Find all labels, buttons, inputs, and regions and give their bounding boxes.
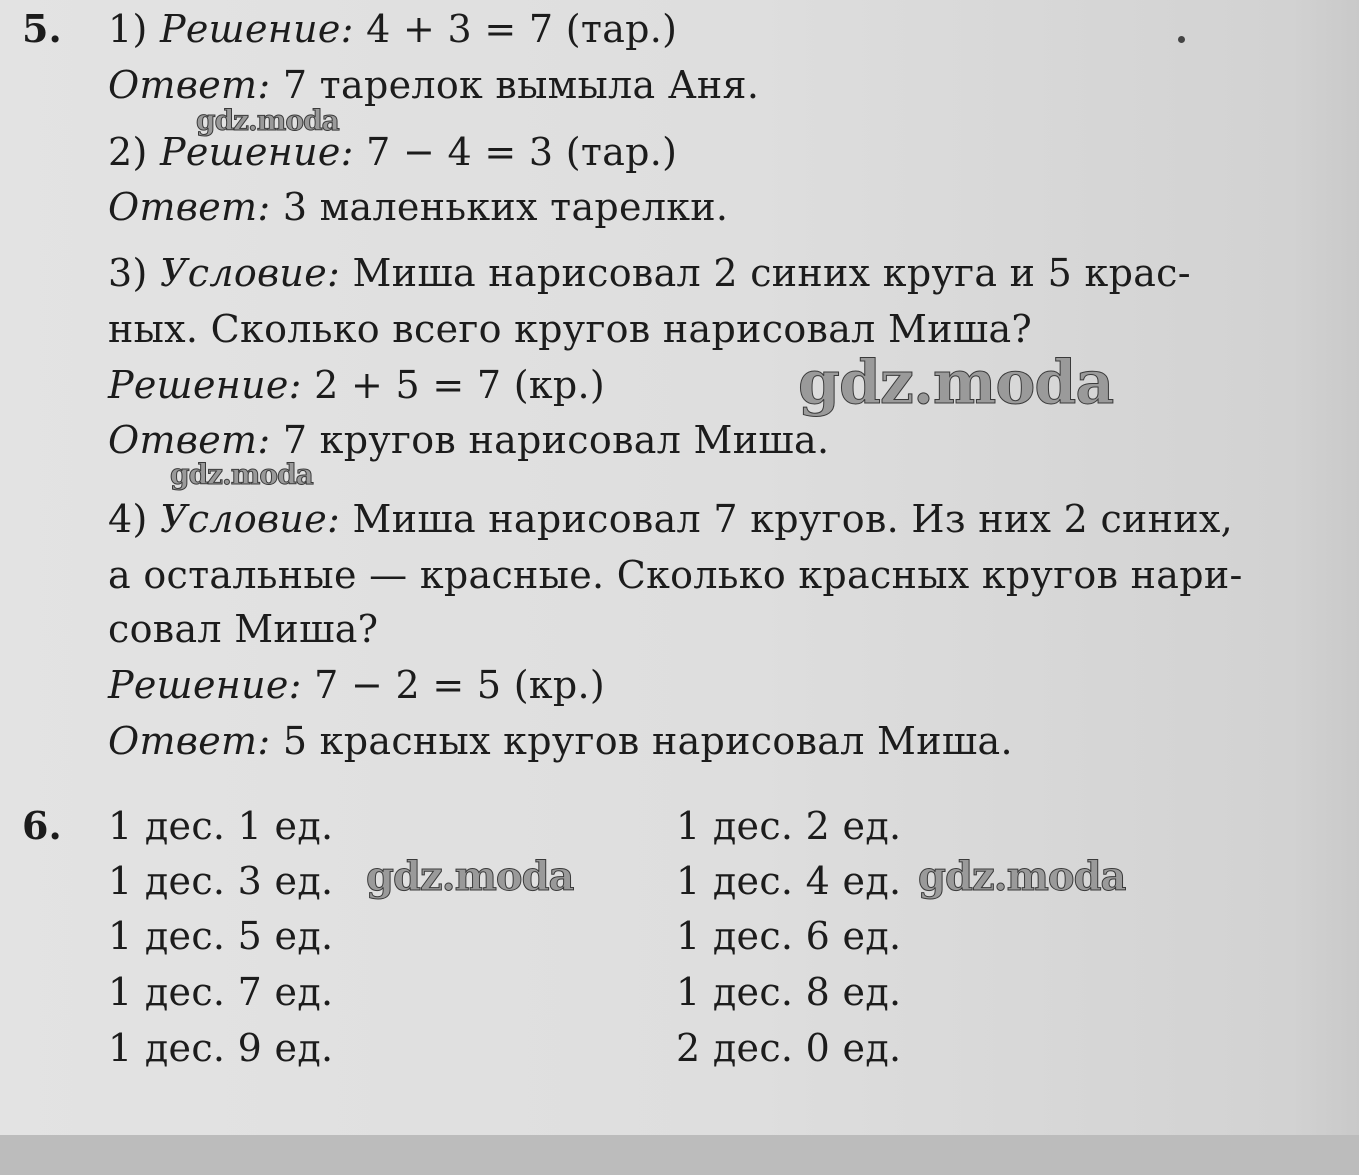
answer-label: Ответ:: [108, 185, 271, 229]
answer-text: 3 маленьких тарелки.: [282, 185, 729, 229]
condition-label: Условие:: [160, 497, 341, 541]
task-5-part-4-solution-line: [108, 662, 605, 708]
print-speck: [1178, 36, 1185, 43]
task-6-left-item: 1 дес. 7 ед.: [108, 970, 334, 1014]
watermark: gdz.moda: [196, 104, 339, 137]
task-5-part-1-answer-line: [108, 62, 759, 108]
task-6-right-item: 1 дес. 8 ед.: [676, 970, 902, 1014]
answer-label: Ответ:: [108, 63, 271, 107]
solution-label: Решение:: [108, 363, 302, 407]
part-index: 2): [108, 130, 148, 174]
task-6-left-item: 1 дес. 9 ед.: [108, 1026, 334, 1070]
task-5-part-3-answer-line: [108, 417, 829, 463]
task-6-left-item: 1 дес. 5 ед.: [108, 914, 334, 958]
answer-label: Ответ:: [108, 719, 271, 763]
task-6-left-item: 1 дес. 3 ед.: [108, 859, 334, 903]
task-5-part-4-condition-line-2: а остальные — красные. Сколько красных кругов нари-: [108, 553, 1243, 597]
task-6-right-item: 1 дес. 6 ед.: [676, 914, 902, 958]
watermark: gdz.moda: [918, 853, 1126, 900]
part-index: 1): [108, 7, 148, 51]
task-6-right-item: 1 дес. 2 ед.: [676, 804, 902, 848]
condition-label: Условие:: [160, 251, 341, 295]
watermark: gdz.moda: [798, 348, 1114, 418]
task-5-part-3-condition-line-1: [108, 250, 1191, 296]
solution-text: 7 − 4 = 3 (тар.): [366, 130, 678, 174]
solution-text: 7 − 2 = 5 (кр.): [314, 663, 606, 707]
part-index: 3): [108, 251, 148, 295]
answer-text: 5 красных кругов нарисовал Миша.: [282, 719, 1013, 763]
answer-text: 7 тарелок вымыла Аня.: [282, 63, 760, 107]
solution-text: 2 + 5 = 7 (кр.): [314, 363, 606, 407]
answer-label: Ответ:: [108, 418, 271, 462]
task-6-left-item: 1 дес. 1 ед.: [108, 804, 334, 848]
condition-text: Миша нарисовал 7 кругов. Из них 2 синих,: [352, 497, 1234, 541]
task-5-part-4-condition-line-1: [108, 496, 1233, 542]
task-5-number: 5.: [22, 6, 62, 51]
solution-text: 4 + 3 = 7 (тар.): [366, 7, 678, 51]
condition-text: Миша нарисовал 2 синих круга и 5 крас-: [352, 251, 1191, 295]
task-5-part-3-solution-line: [108, 362, 605, 408]
solution-label: Решение:: [160, 7, 354, 51]
task-5-part-1-solution-line: [108, 6, 677, 52]
part-index: 4): [108, 497, 148, 541]
solution-label: Решение:: [108, 663, 302, 707]
task-5-part-4-condition-line-3: совал Миша?: [108, 607, 379, 651]
task-6-number: 6.: [22, 803, 62, 848]
task-6-right-item: 1 дес. 4 ед.: [676, 859, 902, 903]
task-5-part-2-solution-line: [108, 129, 677, 175]
watermark: gdz.moda: [366, 853, 574, 900]
task-6-right-item: 2 дес. 0 ед.: [676, 1026, 902, 1070]
answer-text: 7 кругов нарисовал Миша.: [282, 418, 830, 462]
task-5-part-2-answer-line: [108, 184, 728, 230]
task-5-part-3-condition-line-2: ных. Сколько всего кругов нарисовал Миша?: [108, 307, 1033, 351]
solution-label: Решение:: [160, 130, 354, 174]
task-5-part-4-answer-line: [108, 718, 1013, 764]
page-bottom-shadow: [0, 1135, 1359, 1175]
watermark: gdz.moda: [170, 458, 313, 491]
